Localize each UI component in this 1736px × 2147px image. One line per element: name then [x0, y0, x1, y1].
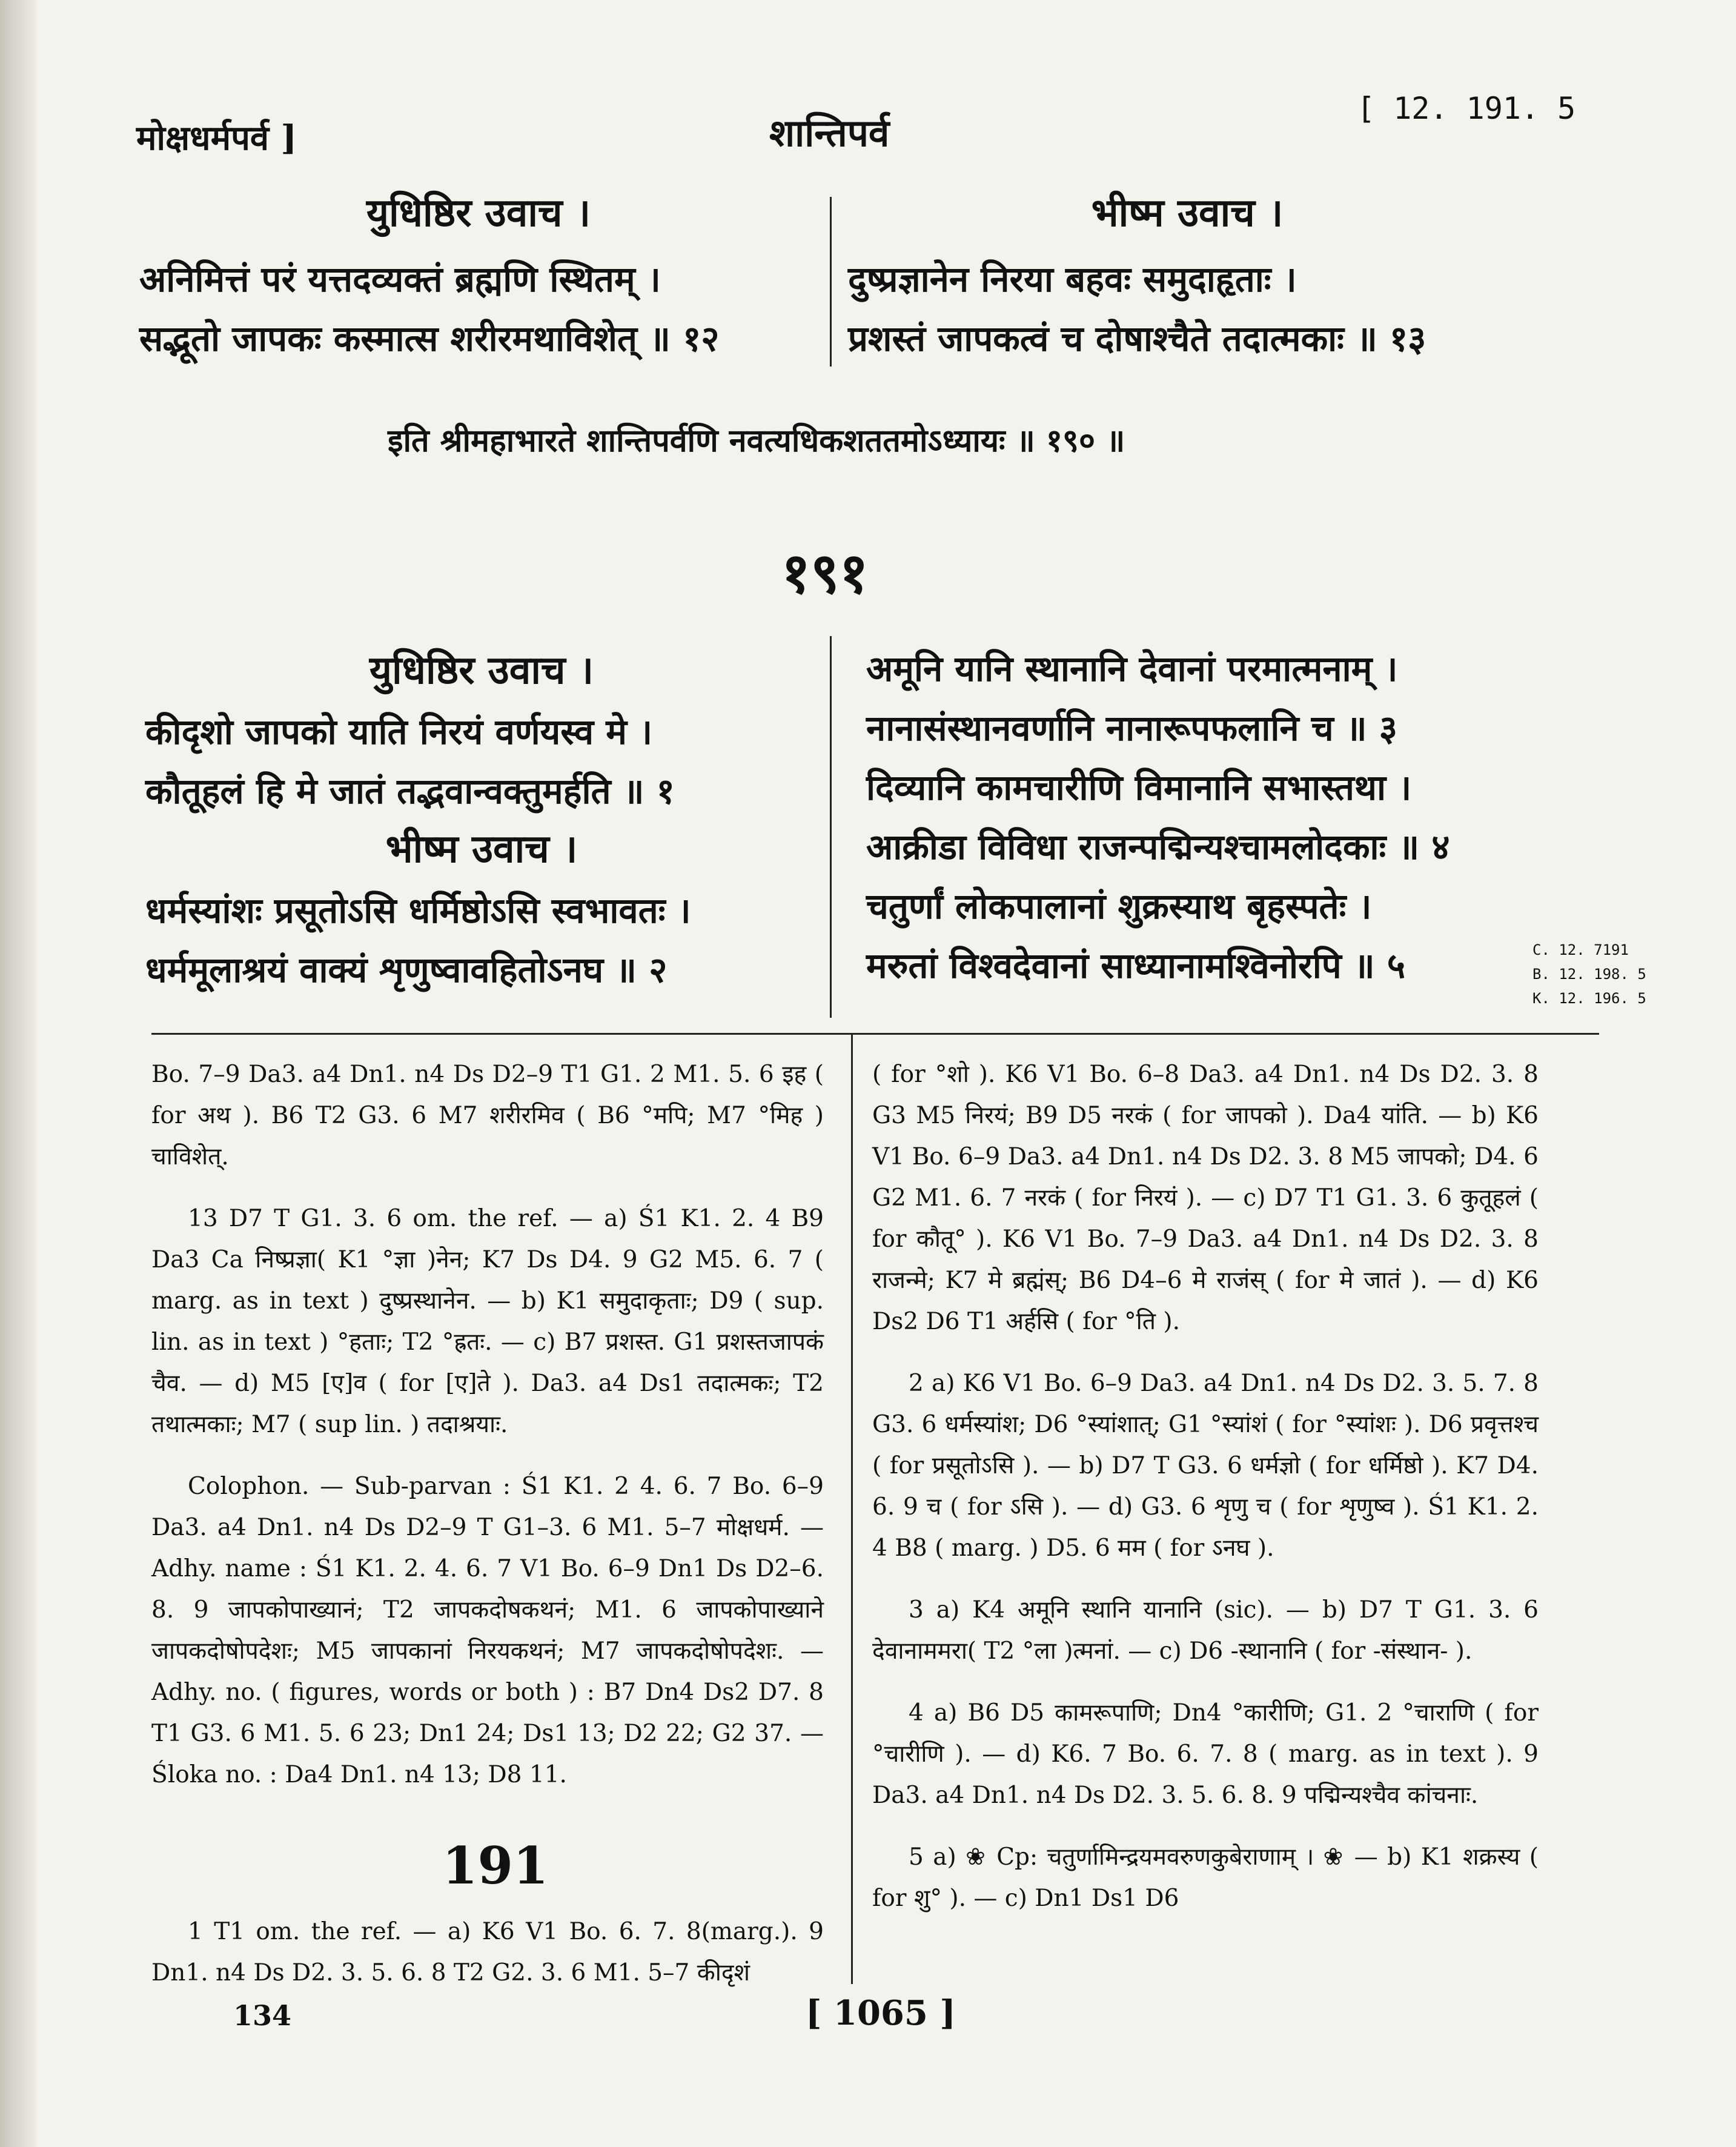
- running-head-parvan: शान्तिपर्व: [769, 111, 890, 155]
- verse-line: अमूनि यानि स्थानानि देवानां परमात्मनाम् ।: [866, 648, 1398, 689]
- top-left-verse-block: [139, 185, 818, 368]
- verse-line: प्रशस्तं जापकत्वं च दोषाश्चैते तदात्मकाः ॥ १३: [848, 318, 1426, 359]
- column-divider: [830, 197, 832, 367]
- verse-line: दिव्यानि कामचारीणि विमानानि सभास्तथा ।: [866, 767, 1412, 808]
- apparatus-note: 5 a) ❀ Cp: चतुर्णामिन्द्रयमवरुणकुबेराणाम् । ❀ — b) K1 शक्रस्य ( for शु° ). — c) Dn1 Ds1 D6: [872, 1843, 1539, 1912]
- speaker-label: युधिष्ठिर उवाच ।: [366, 190, 591, 236]
- verse-line: धर्ममूलाश्रयं वाक्यं शृणुष्वावहितोऽनघ ॥ २: [145, 949, 668, 991]
- chapter-colophon: इति श्रीमहाभारते शान्तिपर्वणि नवत्यधिकशततमोऽध्यायः ॥ १९० ॥: [388, 422, 1125, 459]
- adhyaya-number: १९१: [781, 540, 869, 606]
- verse-line: सद्भूतो जापकः कस्मात्स शरीरमथाविशेत् ॥ १२: [139, 318, 720, 359]
- verse-line: धर्मस्यांशः प्रसूतोऽसि धर्मिष्ठोऽसि स्वभावतः ।: [145, 890, 691, 931]
- scan-edge-shadow: [0, 0, 36, 2147]
- page-number: 134: [233, 1999, 292, 2032]
- speaker-label: भीष्म उवाच ।: [1091, 190, 1284, 236]
- apparatus-note: ( for °शो ). K6 V1 Bo. 6–8 Da3. a4 Dn1. n4 Ds D2. 3. 8 G3 M5 निरयं; B9 D5 नरकं ( for जापको ). Da4 यांति. — b) K6 V1 Bo. 6–9 Da3. a4 Dn1. n4 Ds D2. 3. 8 M5 जापको; D4. 6 G2 M1. 6. 7 नरकं ( for निरयं ). — c) D7 T1 G1. 3. 6 कुतूहलं ( for कौतू° ). K6 V1 Bo. 7–9 Da3. a4 Dn1. n4 Ds D2. 3. 8 राजन्मे; K7 मे ब्रह्मंस्; B6 D4–6 मे राजंस् ( for मे जातं ). — d) K6 Ds2 D6 T1 अर्हसि ( for °ति ).: [872, 1061, 1539, 1335]
- running-head-reference: [ 12. 191. 5: [1357, 91, 1576, 126]
- verse-line: कीदृशो जापको याति निरयं वर्णयस्व मे ।: [145, 711, 653, 752]
- column-divider: [830, 636, 832, 1018]
- verse-line: अनिमित्तं परं यत्तदव्यक्तं ब्रह्मणि स्थितम् ।: [139, 259, 661, 300]
- concordance-line: K. 12. 196. 5: [1532, 990, 1646, 1007]
- verse-line: कौतूहलं हि मे जातं तद्भवान्वक्तुमर्हति ॥ १: [145, 771, 675, 812]
- apparatus-note: 3 a) K4 अमूनि स्थानि यानानि (sic). — b) D7 T G1. 3. 6 देवानाममरा( T2 °ला )त्मनां. — c) D6 -स्थानानि ( for -संस्थान- ).: [872, 1596, 1539, 1665]
- verse-line: दुष्प्रज्ञानेन निरया बहवः समुदाहृताः ।: [848, 259, 1297, 300]
- verse-line: मरुतां विश्वदेवानां साध्यानामश्विनोरपि ॥ ५: [866, 945, 1405, 986]
- apparatus-note: Colophon. — Sub-parvan : Ś1 K1. 2 4. 6. 7 Bo. 6–9 Da3. a4 Dn1. n4 Ds D2–9 T G1–3. 6 M1. 5–7 मोक्षधर्म. — Adhy. name : Ś1 K1. 2. 4. 6. 7 V1 Bo. 6–9 Dn1 Ds D2–6. 8. 9 जापकोपाख्यानं; T2 जापकदोषकथनं; M1. 6 जापकोपाख्याने जापकदोषोपदेशः; M5 जापकानां निरयकथनं; M7 जापकदोषोपदेशः. — Adhy. no. ( figures, words or both ) : B7 Dn4 Ds2 D7. 8 T1 G3. 6 M1. 5. 6 23; Dn1 24; Ds1 13; D2 22; G2 37. — Śloka no. : Da4 Dn1. n4 13; D8 11.: [151, 1473, 824, 1788]
- apparatus-note: 2 a) K6 V1 Bo. 6–9 Da3. a4 Dn1. n4 Ds D2. 3. 5. 7. 8 G3. 6 धर्मस्यांश; D6 °स्यांशात्; G1 °स्यांशं ( for °स्यांशः ). D6 प्रवृत्तश्च ( for प्रसूतोऽसि ). — b) D7 T G3. 6 धर्मज्ञो ( for धर्मिष्ठो ). K7 D4. 6. 9 च ( for ऽसि ). — d) G3. 6 शृणु च ( for शृणुष्व ). Ś1 K1. 2. 4 B8 ( marg. ) D5. 6 मम ( for ऽनघ ).: [872, 1370, 1539, 1562]
- apparatus-note: Bo. 7–9 Da3. a4 Dn1. n4 Ds D2–9 T1 G1. 2 M1. 5. 6 इह ( for अथ ). B6 T2 G3. 6 M7 शरीरमिव ( B6 °मपि; M7 °मिह ) चाविशेत्.: [151, 1061, 824, 1170]
- verse-line: नानासंस्थानवर्णानि नानारूपफलानि च ॥ ३: [866, 708, 1397, 749]
- apparatus-column-divider: [851, 1033, 853, 1984]
- apparatus-left-column: [151, 1054, 824, 1816]
- main-right-verse-block: [866, 639, 1526, 995]
- concordance-line: B. 12. 198. 5: [1532, 966, 1646, 983]
- verse-line: आक्रीडा विविधा राजन्पद्मिन्यश्चामलोदकाः ॥ ४: [866, 826, 1450, 868]
- apparatus-note: 1 T1 om. the ref. — a) K6 V1 Bo. 6. 7. 8(marg.). 9 Dn1. n4 Ds D2. 3. 5. 6. 8 T2 G2. 3. 6 M1. 5–7 कीदृशं: [151, 1918, 824, 1986]
- speaker-label: भीष्म उवाच ।: [385, 826, 578, 872]
- apparatus-separator: [151, 1033, 1599, 1035]
- apparatus-note: 13 D7 T G1. 3. 6 om. the ref. — a) Ś1 K1. 2. 4 B9 Da3 Ca निष्प्रज्ञा( K1 °ज्ञा )नेन; K7 Ds D4. 9 G2 M5. 6. 7 ( marg. as in text ) दुष्प्रस्थानेन. — b) K1 समुदाकृताः; D9 ( sup. lin. as in text ) °हताः; T2 °ह्रतः. — c) B7 प्रशस्त. G1 प्रशस्तजापकं चैव. — d) M5 [ए]व ( for [ए]ते ). Da3. a4 Ds1 तदात्मकः; T2 तथात्मकाः; M7 ( sup lin. ) तदाश्रयाः.: [151, 1205, 824, 1438]
- running-head-subparvan: मोक्षधर्मपर्व ]: [136, 118, 297, 158]
- concordance-line: C. 12. 7191: [1532, 941, 1629, 958]
- apparatus-adhyaya-number: 191: [442, 1836, 549, 1896]
- top-right-verse-block: [848, 185, 1526, 368]
- main-left-verse-block: [145, 642, 818, 1000]
- concordance-references: [1532, 938, 1646, 1010]
- speaker-label: युधिष्ठिर उवाच ।: [369, 648, 594, 693]
- apparatus-right-column: [872, 1054, 1539, 1940]
- footer-page-count: [ 1065 ]: [806, 1993, 956, 2033]
- apparatus-note: 4 a) B6 D5 कामरूपाणि; Dn4 °कारीणि; G1. 2 °चाराणि ( for °चारीणि ). — d) K6. 7 Bo. 6. 7. 8 ( marg. as in text ). 9 Da3. a4 Dn1. n4 Ds D2. 3. 5. 6. 8. 9 पद्मिन्यश्चैव कांचनाः.: [872, 1699, 1539, 1809]
- verse-line: चतुर्णां लोकपालानां शुक्रस्याथ बृहस्पतेः ।: [866, 886, 1372, 927]
